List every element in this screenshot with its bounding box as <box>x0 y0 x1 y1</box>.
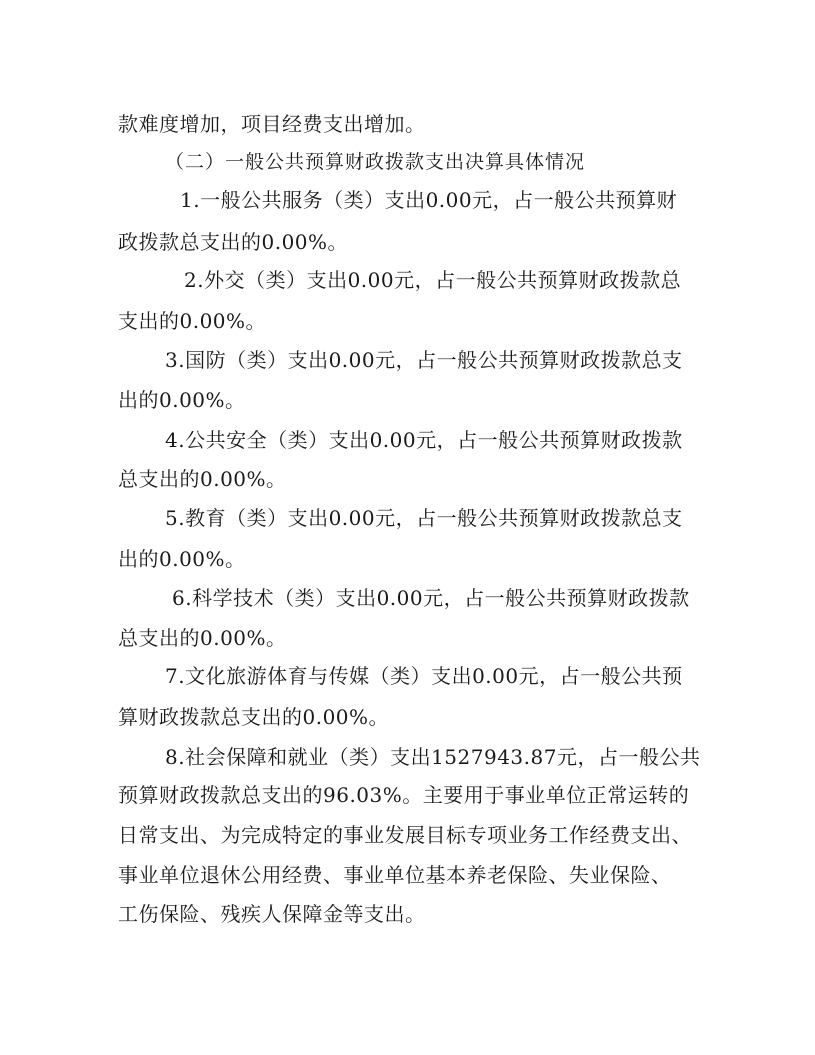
paragraph-line: 出的0.00%。 <box>118 547 246 571</box>
paragraph-line: 3.国防（类）支出0.00元，占一般公共预算财政拨款总支 <box>165 348 683 372</box>
paragraph-line: 8.社会保障和就业（类）支出1527943.87元，占一般公共 <box>165 745 701 769</box>
paragraph-line: 算财政拨款总支出的0.00%。 <box>118 705 390 729</box>
paragraph-line: 政拨款总支出的0.00%。 <box>118 230 349 254</box>
paragraph-line: 事业单位退休公用经费、事业单位基本养老保险、失业保险、 <box>118 863 672 887</box>
paragraph-line: 5.教育（类）支出0.00元，占一般公共预算财政拨款总支 <box>165 506 683 530</box>
paragraph-line: 款难度增加，项目经费支出增加。 <box>118 112 426 136</box>
paragraph-line: 支出的0.00%。 <box>118 309 267 333</box>
paragraph-line: 6.科学技术（类）支出0.00元，占一般公共预算财政拨款 <box>172 586 690 610</box>
paragraph-line: 1.一般公共服务（类）支出0.00元，占一般公共预算财 <box>180 188 678 212</box>
section-heading: （二）一般公共预算财政拨款支出决算具体情况 <box>165 151 586 173</box>
paragraph-line: 出的0.00%。 <box>118 388 246 412</box>
paragraph-line: 日常支出、为完成特定的事业发展目标专项业务工作经费支出、 <box>118 823 692 847</box>
paragraph-line: 工伤保险、残疾人保障金等支出。 <box>118 902 426 926</box>
paragraph-line: 4.公共安全（类）支出0.00元，占一般公共预算财政拨款 <box>165 428 683 452</box>
paragraph-line: 预算财政拨款总支出的96.03%。主要用于事业单位正常运转的 <box>118 783 690 807</box>
paragraph-line: 总支出的0.00%。 <box>118 626 287 650</box>
paragraph-line: 7.文化旅游体育与传媒（类）支出0.00元，占一般公共预 <box>165 664 683 688</box>
paragraph-line: 2.外交（类）支出0.00元，占一般公共预算财政拨款总 <box>184 268 682 292</box>
paragraph-line: 总支出的0.00%。 <box>118 467 287 491</box>
